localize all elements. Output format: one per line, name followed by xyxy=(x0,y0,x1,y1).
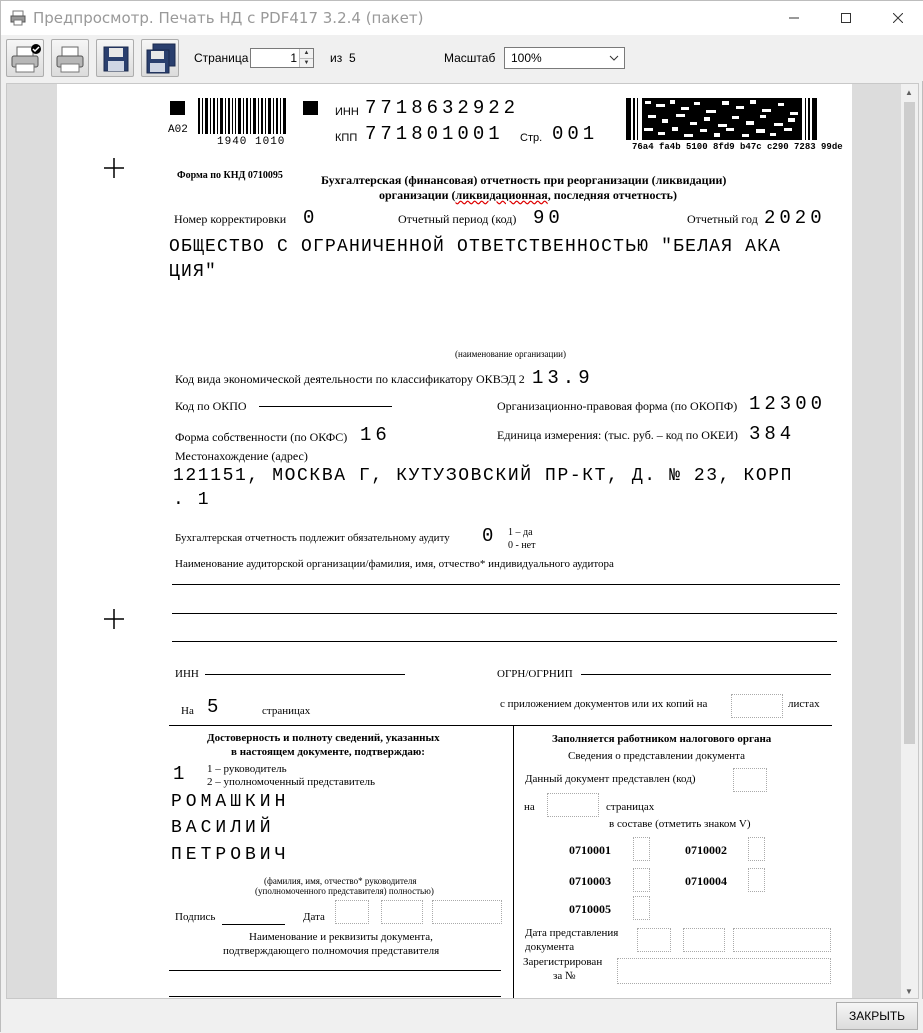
fio-caption-1: (фамилия, имя, отчество* руководителя xyxy=(264,876,417,886)
address-line2: . 1 xyxy=(173,490,211,510)
fio-patronymic: ПЕТРОВИЧ xyxy=(171,845,290,865)
correction-value: 0 xyxy=(303,207,319,229)
close-window-button[interactable] xyxy=(875,1,921,35)
form-title-part-a: организации ( xyxy=(379,188,456,202)
address-label: Местонахождение (адрес) xyxy=(175,449,308,463)
fio-caption-2: (уполномоченного представителя) полностью) xyxy=(255,886,434,896)
minimize-icon xyxy=(789,13,799,23)
column-divider xyxy=(513,725,514,999)
printer-app-icon xyxy=(10,10,26,26)
submit-date-line2: документа xyxy=(525,941,575,953)
tax-subtitle: Сведения о представлении документа xyxy=(568,750,745,762)
attach-sheets-box xyxy=(731,694,783,718)
org-name-line1: ОБЩЕСТВО С ОГРАНИЧЕННОЙ ОТВЕТСТВЕННОСТЬЮ "БЕЛАЯ АКА xyxy=(169,237,782,257)
submit-month-box xyxy=(683,928,725,952)
form-title-line2 xyxy=(379,188,677,203)
org-name-line2: ЦИЯ" xyxy=(169,262,218,282)
form-code-0710004: 0710004 xyxy=(685,874,727,888)
signature-line xyxy=(222,924,285,925)
checkbox-0710002 xyxy=(748,837,765,861)
stepper-down-icon[interactable]: ▼ xyxy=(299,58,313,67)
attach-label: с приложением документов или их копий на xyxy=(500,698,708,710)
chevron-down-icon xyxy=(609,52,619,64)
date-label: Дата xyxy=(303,911,325,923)
checkbox-0710001 xyxy=(633,837,650,861)
inn2-line xyxy=(205,674,405,675)
auditor-line xyxy=(172,584,840,585)
stepper-up-icon[interactable]: ▲ xyxy=(299,49,313,58)
form-code-0710001: 0710001 xyxy=(569,843,611,857)
tax-code-box xyxy=(733,768,767,792)
toolbar xyxy=(1,35,923,81)
form-code-0710002: 0710002 xyxy=(685,843,727,857)
okved-value: 13.9 xyxy=(532,367,594,389)
crosshair-icon xyxy=(104,158,124,178)
form-code: А02 xyxy=(168,124,188,136)
page-num-label: Стр. xyxy=(520,132,543,144)
address-line1: 121151, МОСКВА Г, КУТУЗОВСКИЙ ПР-КТ, Д. № 23, КОРП xyxy=(173,466,794,486)
footer-bar xyxy=(1,999,923,1033)
doc-req-line xyxy=(169,996,501,997)
print-button[interactable] xyxy=(51,39,89,77)
submit-date-line1: Дата представления xyxy=(525,927,619,939)
year-value: 2020 xyxy=(764,207,826,229)
form-title-part-c: , последняя отчетность) xyxy=(547,188,678,202)
inn-label: ИНН xyxy=(335,106,359,118)
page-stepper[interactable] xyxy=(250,48,314,68)
auditor-line xyxy=(172,613,837,614)
audit-option-no: 0 - нет xyxy=(508,540,536,551)
zoom-label: Масштаб xyxy=(444,51,496,65)
audit-value: 0 xyxy=(482,525,498,547)
scroll-up-icon[interactable]: ▲ xyxy=(905,88,913,97)
form-title-part-b: ликвидационная xyxy=(455,188,548,202)
confirm-value: 1 xyxy=(173,763,189,785)
pages-value: 5 xyxy=(207,696,223,718)
auditor-line xyxy=(172,641,837,642)
inn-value: 7718632922 xyxy=(365,97,520,119)
form-knd: Форма по КНД 0710095 xyxy=(177,170,283,181)
tax-pages-box xyxy=(547,793,599,817)
document-page xyxy=(57,84,852,999)
fio-first-name: ВАСИЛИЙ xyxy=(171,818,275,838)
save-all-button[interactable] xyxy=(141,39,179,77)
submit-day-box xyxy=(637,928,671,952)
floppy-disks-icon xyxy=(145,43,177,75)
barcode-icon xyxy=(198,98,288,134)
confirm-option-1: 1 – руководитель xyxy=(207,763,287,775)
registered-number-box xyxy=(617,958,831,984)
confirm-title-line2: в настоящем документе, подтверждаю: xyxy=(231,746,425,758)
window-title: Предпросмотр. Печать НД с PDF417 3.2.4 (пакет) xyxy=(33,9,424,27)
page-count: 5 xyxy=(349,51,356,65)
registered-line1: Зарегистрирован xyxy=(523,956,603,968)
minimize-button[interactable] xyxy=(771,1,817,35)
confirm-title-line1: Достоверность и полноту сведений, указанных xyxy=(207,732,440,744)
okei-label: Единица измерения: (тыс. руб. – код по ОКЕИ) xyxy=(497,428,738,442)
submit-year-box xyxy=(733,928,831,952)
scroll-down-icon[interactable]: ▼ xyxy=(905,987,913,996)
preview-area xyxy=(6,83,919,999)
kpp-value: 771801001 xyxy=(365,123,504,145)
form-code-0710003: 0710003 xyxy=(569,874,611,888)
print-with-check-button[interactable] xyxy=(6,39,44,77)
vertical-scrollbar[interactable] xyxy=(901,84,918,999)
save-button[interactable] xyxy=(96,39,134,77)
page-label: Страница xyxy=(194,51,249,65)
registered-line2: за № xyxy=(553,970,576,982)
checkbox-0710003 xyxy=(633,868,650,892)
doc-req-line2: подтверждающего полномочия представителя xyxy=(223,945,440,957)
audit-option-yes: 1 – да xyxy=(508,527,533,538)
okfs-label: Форма собственности (по ОКФС) xyxy=(175,430,348,444)
form-code-0710005: 0710005 xyxy=(569,902,611,916)
okopf-value: 12300 xyxy=(749,393,827,415)
okpo-line xyxy=(259,406,392,407)
kpp-label: КПП xyxy=(335,132,358,144)
printer-check-icon xyxy=(10,43,42,75)
corner-marker xyxy=(170,101,185,115)
page-value: 1 xyxy=(290,51,297,65)
year-label: Отчетный год xyxy=(687,212,758,226)
maximize-button[interactable] xyxy=(823,1,869,35)
okpo-label: Код по ОКПО xyxy=(175,399,247,413)
okei-value: 384 xyxy=(749,423,796,445)
checkbox-0710004 xyxy=(748,868,765,892)
sheets-label: листах xyxy=(788,698,820,710)
doc-req-line xyxy=(169,970,501,971)
signature-label: Подпись xyxy=(175,911,216,923)
title-bar xyxy=(1,1,923,35)
close-button[interactable]: ЗАКРЫТЬ xyxy=(836,1002,918,1030)
auditor-label: Наименование аудиторской организации/фамилия, имя, отчество* индивидуального аудитора xyxy=(175,558,614,570)
doc-req-line1: Наименование и реквизиты документа, xyxy=(249,931,433,943)
tax-pages-label: страницах xyxy=(606,801,655,813)
page-num-value: 001 xyxy=(552,123,599,145)
floppy-disk-icon xyxy=(100,43,132,75)
org-name-caption: (наименование организации) xyxy=(455,349,566,359)
date-month-box xyxy=(381,900,423,924)
zoom-select[interactable] xyxy=(504,47,625,69)
form-title-line1: Бухгалтерская (финансовая) отчетность при реорганизации (ликвидации) xyxy=(321,173,727,187)
zoom-value: 100% xyxy=(511,51,542,65)
tax-on-label: на xyxy=(524,801,535,813)
audit-label: Бухгалтерская отчетность подлежит обязательному аудиту xyxy=(175,532,450,544)
maximize-icon xyxy=(841,13,851,23)
okved-label: Код вида экономической деятельности по классификатору ОКВЭД 2 xyxy=(175,372,525,386)
pages-prefix: На xyxy=(181,705,194,717)
ogrn-line xyxy=(581,674,831,675)
period-label: Отчетный период (код) xyxy=(398,212,517,226)
period-value: 90 xyxy=(533,207,564,229)
tax-code-label: Данный документ представлен (код) xyxy=(525,773,696,785)
close-icon xyxy=(893,13,903,23)
date-year-box xyxy=(432,900,502,924)
of-label: из xyxy=(330,51,343,65)
pdf417-barcode-icon xyxy=(626,98,822,140)
checkbox-0710005 xyxy=(633,896,650,920)
section-divider xyxy=(169,725,832,726)
printer-icon xyxy=(55,43,87,75)
date-day-box xyxy=(335,900,369,924)
inn2-label: ИНН xyxy=(175,668,199,680)
fio-last-name: РОМАШКИН xyxy=(171,792,290,812)
crosshair-icon xyxy=(104,609,124,629)
corner-marker xyxy=(303,101,318,115)
okopf-label: Организационно-правовая форма (по ОКОПФ) xyxy=(497,399,738,413)
tax-compose-label: в составе (отметить знаком V) xyxy=(609,818,751,830)
document-hash: 76a4 fa4b 5100 8fd9 b47c c290 7283 99de xyxy=(632,142,843,152)
pages-label: страницах xyxy=(262,705,311,717)
tax-title: Заполняется работником налогового органа xyxy=(552,733,772,745)
confirm-option-2: 2 – уполномоченный представитель xyxy=(207,776,376,788)
scrollbar-thumb[interactable] xyxy=(904,102,915,744)
okfs-value: 16 xyxy=(360,424,391,446)
correction-label: Номер корректировки xyxy=(174,212,287,226)
ogrn-label: ОГРН/ОГРНИП xyxy=(497,668,573,680)
barcode-number: 1940 1010 xyxy=(217,136,286,148)
